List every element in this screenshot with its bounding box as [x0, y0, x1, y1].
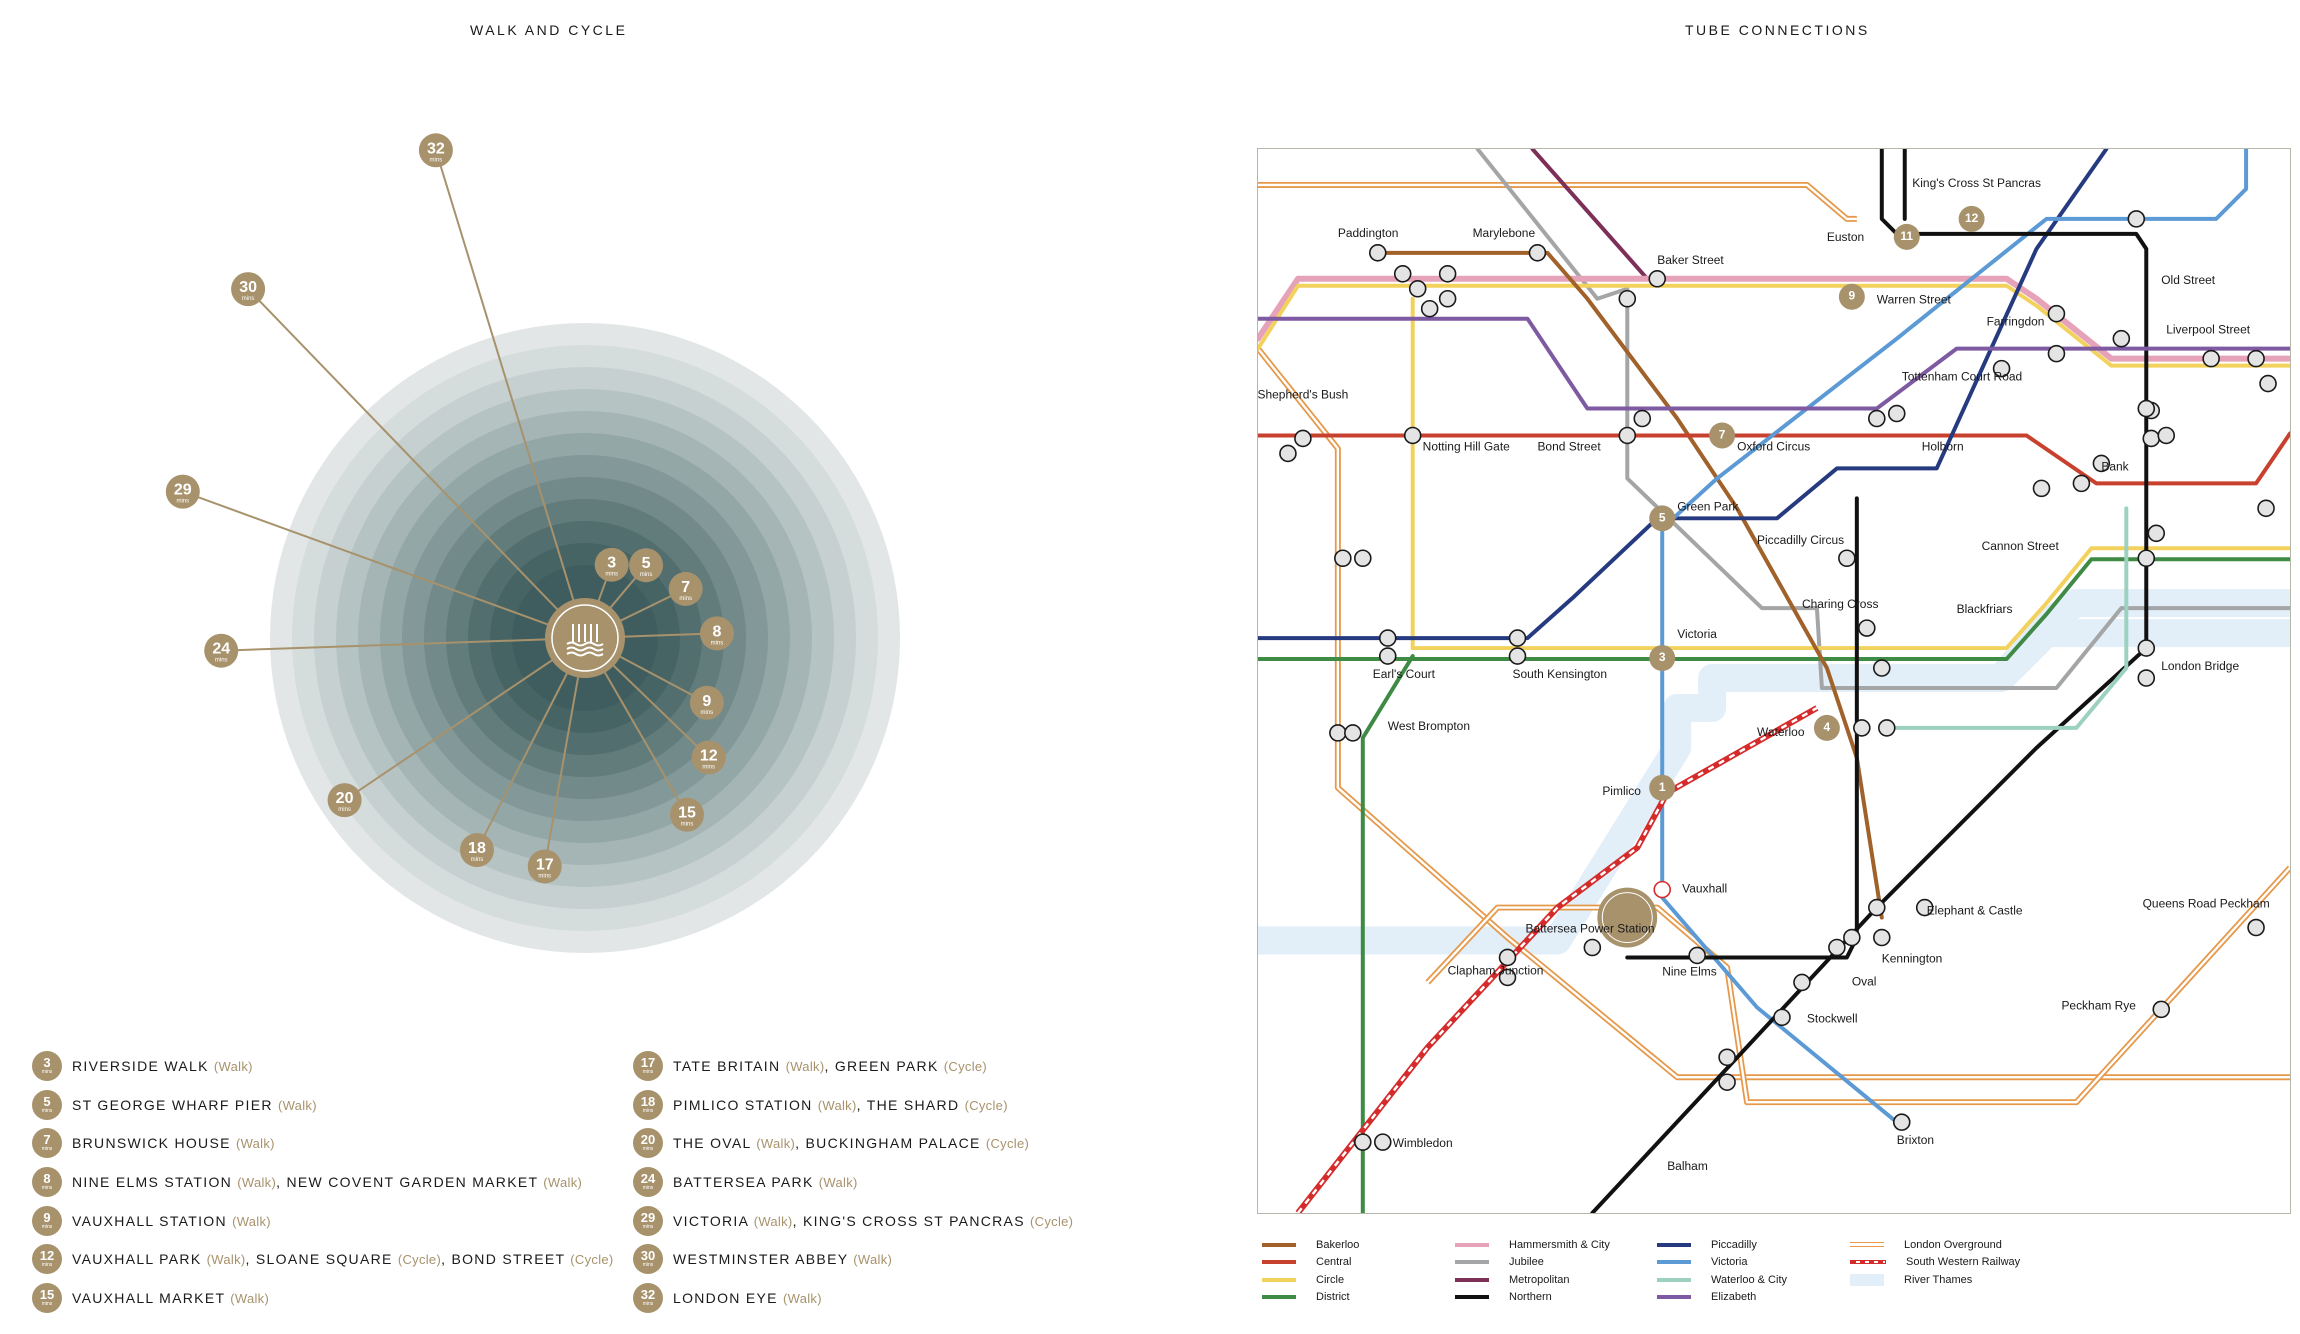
legend-swatch	[1850, 1242, 1884, 1247]
walk-and-cycle-title: WALK AND CYCLE	[470, 22, 628, 38]
station-marker	[1584, 939, 1600, 955]
station-label-southken: South Kensington	[1512, 667, 1608, 682]
spoke-unit-label: mins	[702, 764, 716, 771]
station-label-peckhamrye: Peckham Rye	[2061, 998, 2136, 1013]
tube-legend-col-3	[1657, 1236, 1787, 1306]
station-marker	[1859, 620, 1875, 636]
station-marker	[1854, 720, 1870, 736]
spoke-minutes-label: 8	[712, 623, 722, 641]
station-marker	[1510, 630, 1526, 646]
tube-connections-title: TUBE CONNECTIONS	[1685, 22, 1870, 38]
legend-label: Circle	[1316, 1273, 1345, 1286]
map-time-badge-label: 4	[1823, 719, 1831, 734]
legend-item-waterloo_city	[1657, 1271, 1787, 1289]
station-marker	[1829, 939, 1845, 955]
station-label-charing: Charing Cross	[1801, 597, 1879, 612]
destination-item	[633, 1086, 1073, 1125]
station-label-wimbledon: Wimbledon	[1392, 1136, 1453, 1151]
legend-label: River Thames	[1904, 1273, 1973, 1286]
station-marker	[2203, 351, 2219, 367]
station-marker	[1422, 301, 1438, 317]
station-marker	[2138, 401, 2154, 417]
map-time-badge-label: 12	[1964, 210, 1979, 225]
spoke-minutes-label: 9	[702, 692, 712, 710]
station-label-victoria: Victoria	[1677, 627, 1717, 642]
station-marker	[1719, 1074, 1735, 1090]
station-label-waterloo: Waterloo	[1757, 724, 1805, 739]
spoke-minutes-label: 17	[535, 856, 554, 874]
station-marker	[1330, 725, 1346, 741]
legend-swatch	[1455, 1278, 1489, 1282]
station-label-bank: Bank	[2101, 459, 2129, 474]
minutes-badge: 17 mins	[633, 1051, 663, 1081]
station-label-oxford: Oxford Circus	[1737, 439, 1811, 454]
station-marker	[1280, 445, 1296, 461]
overground-line	[1258, 185, 1857, 219]
station-marker	[1869, 411, 1885, 427]
station-marker	[2143, 430, 2159, 446]
minutes-badge: 3 mins	[32, 1051, 62, 1081]
station-label-shepherds: Shepherd's Bush	[1257, 387, 1349, 402]
spoke-minutes-label: 24	[212, 640, 231, 658]
legend-swatch	[1850, 1274, 1884, 1286]
destination-text: VAUXHALL MARKET (Walk)	[72, 1289, 270, 1306]
station-marker	[2158, 427, 2174, 443]
station-marker	[2033, 480, 2049, 496]
legend-swatch	[1657, 1260, 1691, 1264]
station-marker	[1440, 266, 1456, 282]
vauxhall-station-marker	[1654, 882, 1670, 898]
tube-legend-col-2	[1455, 1236, 1610, 1306]
station-marker	[2148, 525, 2164, 541]
destination-text: BATTERSEA PARK (Walk)	[673, 1174, 858, 1191]
station-marker	[1345, 725, 1361, 741]
home-map-logo	[1597, 888, 1657, 948]
station-label-nineelms: Nine Elms	[1662, 964, 1717, 979]
station-marker	[2113, 331, 2129, 347]
spoke-unit-label: mins	[338, 807, 351, 814]
minutes-badge: 12 mins	[32, 1244, 62, 1274]
spoke-minutes-label: 30	[239, 279, 257, 297]
legend-label: Central	[1316, 1256, 1352, 1269]
destination-text: LONDON EYE (Walk)	[673, 1289, 822, 1306]
station-marker	[2248, 920, 2264, 936]
minutes-badge: 29 mins	[633, 1206, 663, 1236]
legend-label: District	[1316, 1291, 1350, 1304]
station-marker	[1410, 281, 1426, 297]
station-marker	[1395, 266, 1411, 282]
station-label-oval: Oval	[1851, 974, 1877, 989]
spoke-minutes-label: 20	[335, 790, 354, 808]
spoke-minutes-label: 3	[607, 554, 617, 572]
station-label-tcr: Tottenham Court Road	[1901, 369, 2023, 384]
destination-text: VAUXHALL STATION (Walk)	[72, 1212, 271, 1229]
spoke-unit-label: mins	[176, 498, 190, 505]
station-marker	[2153, 1001, 2169, 1017]
destination-item	[32, 1279, 614, 1318]
station-label-marylebone: Marylebone	[1472, 225, 1536, 240]
destination-item	[32, 1124, 614, 1163]
destination-text: PIMLICO STATION (Walk), THE SHARD (Cycle)	[673, 1096, 1008, 1113]
map-time-badge-label: 11	[1900, 228, 1914, 243]
spoke-minutes-label: 5	[641, 555, 651, 573]
legend-label: Hammersmith & City	[1509, 1238, 1610, 1251]
legend-label: South Western Railway	[1906, 1256, 2021, 1269]
station-label-blackfriars: Blackfriars	[1956, 602, 2013, 617]
station-label-greenpark: Green Park	[1677, 499, 1739, 514]
spoke-unit-label: mins	[680, 821, 694, 828]
station-marker	[1649, 271, 1665, 287]
destination-text: ST GEORGE WHARF PIER (Walk)	[72, 1096, 317, 1113]
spoke-minutes-label: 29	[173, 481, 192, 499]
station-label-kingscross: King's Cross St Pancras	[1912, 175, 2041, 190]
map-time-badge-label: 3	[1658, 650, 1666, 665]
destination-item	[32, 1047, 614, 1086]
destination-item	[633, 1124, 1073, 1163]
station-label-queensroad: Queens Road Peckham	[2142, 896, 2270, 911]
station-marker	[1874, 930, 1890, 946]
station-marker	[1405, 427, 1421, 443]
destination-item	[633, 1047, 1073, 1086]
destination-item	[32, 1086, 614, 1125]
destination-item	[633, 1163, 1073, 1202]
station-label-baker: Baker Street	[1657, 252, 1724, 267]
destination-item	[633, 1201, 1073, 1240]
destination-item	[32, 1201, 614, 1240]
station-label-earls: Earl's Court	[1372, 667, 1435, 682]
legend-swatch	[1657, 1243, 1691, 1247]
station-marker	[1619, 291, 1635, 307]
legend-swatch	[1262, 1260, 1296, 1264]
station-label-warren: Warren Street	[1876, 292, 1951, 307]
station-marker	[1440, 291, 1456, 307]
spoke-minutes-label: 15	[678, 804, 696, 822]
spoke-unit-label: mins	[470, 857, 484, 864]
spoke-unit-label: mins	[710, 640, 724, 647]
station-label-londonbridge: London Bridge	[2161, 659, 2240, 674]
legend-label: London Overground	[1904, 1238, 2002, 1251]
station-label-farringdon: Farringdon	[1986, 314, 2045, 329]
station-marker	[2258, 500, 2274, 516]
station-marker	[1719, 1049, 1735, 1065]
station-marker	[2138, 670, 2154, 686]
station-label-holborn: Holborn	[1921, 439, 1964, 454]
minutes-badge: 15 mins	[32, 1283, 62, 1313]
station-label-elephant: Elephant & Castle	[1926, 903, 2023, 918]
legend-item-northern	[1455, 1289, 1610, 1307]
spoke-unit-label: mins	[429, 157, 443, 164]
station-marker	[1869, 900, 1885, 916]
station-label-liverpool: Liverpool Street	[2166, 322, 2251, 337]
station-marker	[2138, 640, 2154, 656]
legend-item-hammersmith	[1455, 1236, 1610, 1254]
legend-label: Elizabeth	[1711, 1291, 1757, 1304]
tube-legend-col-4	[1850, 1236, 2020, 1289]
legend-item-river	[1850, 1271, 2020, 1289]
destination-text: NINE ELMS STATION (Walk), NEW COVENT GARDEN MARKET (Walk)	[72, 1174, 583, 1191]
spoke-unit-label: mins	[214, 657, 228, 664]
walk-cycle-radial-chart	[0, 0, 1240, 1000]
station-label-clapham: Clapham Junction	[1447, 963, 1544, 978]
station-marker	[1380, 630, 1396, 646]
minutes-badge: 30 mins	[633, 1244, 663, 1274]
legend-swatch	[1657, 1278, 1691, 1282]
station-label-cannon: Cannon Street	[1981, 539, 2059, 554]
station-marker	[2073, 475, 2089, 491]
station-label-kennington: Kennington	[1881, 951, 1943, 966]
station-marker	[1889, 406, 1905, 422]
station-marker	[1839, 550, 1855, 566]
legend-item-district	[1262, 1289, 1359, 1307]
station-marker	[2138, 550, 2154, 566]
spoke-unit-label: mins	[639, 572, 653, 579]
station-marker	[1634, 411, 1650, 427]
destination-text: VAUXHALL PARK (Walk), SLOANE SQUARE (Cycle), BOND STREET (Cycle)	[72, 1251, 614, 1268]
spoke-minutes-label: 7	[681, 578, 691, 596]
legend-item-metropolitan	[1455, 1271, 1610, 1289]
spoke-unit-label: mins	[241, 296, 255, 303]
legend-swatch	[1455, 1260, 1489, 1264]
legend-label: Bakerloo	[1316, 1238, 1360, 1251]
minutes-badge: 9 mins	[32, 1206, 62, 1236]
destination-text: VICTORIA (Walk), KING'S CROSS ST PANCRAS (Cycle)	[673, 1212, 1074, 1229]
station-marker	[1774, 1009, 1790, 1025]
spoke-unit-label: mins	[538, 873, 552, 880]
legend-label: Northern	[1509, 1291, 1552, 1304]
legend-item-bakerloo	[1262, 1236, 1359, 1254]
minutes-badge: 5 mins	[32, 1090, 62, 1120]
station-marker	[1844, 930, 1860, 946]
station-label-vauxhall: Vauxhall	[1682, 881, 1728, 896]
station-marker	[1510, 648, 1526, 664]
legend-label: Victoria	[1711, 1256, 1748, 1269]
destination-text: BRUNSWICK HOUSE (Walk)	[72, 1135, 275, 1152]
legend-item-circle	[1262, 1271, 1359, 1289]
legend-item-victoria	[1657, 1254, 1787, 1272]
station-marker	[1529, 245, 1545, 261]
spoke-unit-label: mins	[605, 571, 619, 578]
station-label-piccadilly: Piccadilly Circus	[1757, 533, 1845, 548]
station-marker	[1380, 648, 1396, 664]
station-marker	[1370, 245, 1386, 261]
destinations-list-left	[32, 1047, 614, 1317]
station-label-westbrompton: West Brompton	[1387, 718, 1471, 733]
station-label-stockwell: Stockwell	[1806, 1011, 1858, 1026]
station-marker	[2048, 346, 2064, 362]
map-time-badge-label: 9	[1848, 288, 1856, 303]
station-marker	[1355, 550, 1371, 566]
station-marker	[1375, 1134, 1391, 1150]
map-time-badge-label: 7	[1718, 427, 1726, 442]
station-marker	[1794, 974, 1810, 990]
destination-text: WESTMINSTER ABBEY (Walk)	[673, 1251, 893, 1268]
station-marker	[2128, 211, 2144, 227]
station-marker	[1355, 1134, 1371, 1150]
legend-swatch	[1455, 1295, 1489, 1299]
legend-label: Piccadilly	[1711, 1238, 1757, 1251]
legend-item-swr	[1850, 1254, 2020, 1272]
destination-text: RIVERSIDE WALK (Walk)	[72, 1058, 253, 1075]
destination-item	[32, 1240, 614, 1279]
legend-item-jubilee	[1455, 1254, 1610, 1272]
station-label-brixton: Brixton	[1896, 1133, 1935, 1148]
destination-text: TATE BRITAIN (Walk), GREEN PARK (Cycle)	[673, 1058, 988, 1075]
tube-legend-col-1	[1262, 1236, 1359, 1306]
station-label-battersea: Battersea Power Station	[1525, 921, 1655, 936]
station-marker	[1894, 1114, 1910, 1130]
station-label-oldstreet: Old Street	[2161, 272, 2216, 287]
station-marker	[2048, 306, 2064, 322]
legend-swatch	[1455, 1243, 1489, 1247]
spoke-minutes-label: 32	[426, 140, 445, 158]
map-time-badge-label: 5	[1658, 510, 1666, 525]
station-label-bond: Bond Street	[1537, 439, 1601, 454]
legend-item-piccadilly	[1657, 1236, 1787, 1254]
legend-item-central	[1262, 1254, 1359, 1272]
station-label-paddington: Paddington	[1337, 225, 1399, 240]
tube-connections-map	[1257, 148, 2291, 1214]
station-marker	[1619, 427, 1635, 443]
destinations-list-right	[633, 1047, 1073, 1317]
station-label-euston: Euston	[1826, 229, 1865, 244]
station-label-pimlico: Pimlico	[1602, 783, 1641, 798]
spoke-minutes-label: 18	[468, 840, 486, 858]
legend-swatch	[1657, 1295, 1691, 1299]
station-marker	[2260, 376, 2276, 392]
station-marker	[1295, 430, 1311, 446]
destination-item	[32, 1163, 614, 1202]
legend-label: Waterloo & City	[1711, 1273, 1788, 1286]
station-marker	[1335, 550, 1351, 566]
legend-swatch	[1850, 1260, 1886, 1264]
spoke-unit-label: mins	[679, 595, 693, 602]
station-marker	[1689, 947, 1705, 963]
legend-swatch	[1262, 1295, 1296, 1299]
destination-text: THE OVAL (Walk), BUCKINGHAM PALACE (Cycle)	[673, 1135, 1030, 1152]
station-label-nottinghill: Notting Hill Gate	[1422, 439, 1510, 454]
legend-label: Metropolitan	[1509, 1273, 1570, 1286]
minutes-badge: 18 mins	[633, 1090, 663, 1120]
minutes-badge: 20 mins	[633, 1128, 663, 1158]
legend-swatch	[1262, 1278, 1296, 1282]
station-label-balham: Balham	[1667, 1159, 1708, 1174]
legend-item-overground	[1850, 1236, 2020, 1254]
minutes-badge: 7 mins	[32, 1128, 62, 1158]
station-marker	[2248, 351, 2264, 367]
spoke-unit-label: mins	[700, 709, 714, 716]
minutes-badge: 32 mins	[633, 1283, 663, 1313]
legend-swatch	[1262, 1243, 1296, 1247]
station-marker	[1874, 660, 1890, 676]
legend-label: Jubilee	[1509, 1256, 1544, 1269]
minutes-badge: 24 mins	[633, 1167, 663, 1197]
destination-item	[633, 1279, 1073, 1318]
destination-item	[633, 1240, 1073, 1279]
spoke-minutes-label: 12	[699, 747, 718, 765]
minutes-badge: 8 mins	[32, 1167, 62, 1197]
legend-item-elizabeth	[1657, 1289, 1787, 1307]
station-marker	[1879, 720, 1895, 736]
map-time-badge-label: 1	[1658, 779, 1666, 794]
